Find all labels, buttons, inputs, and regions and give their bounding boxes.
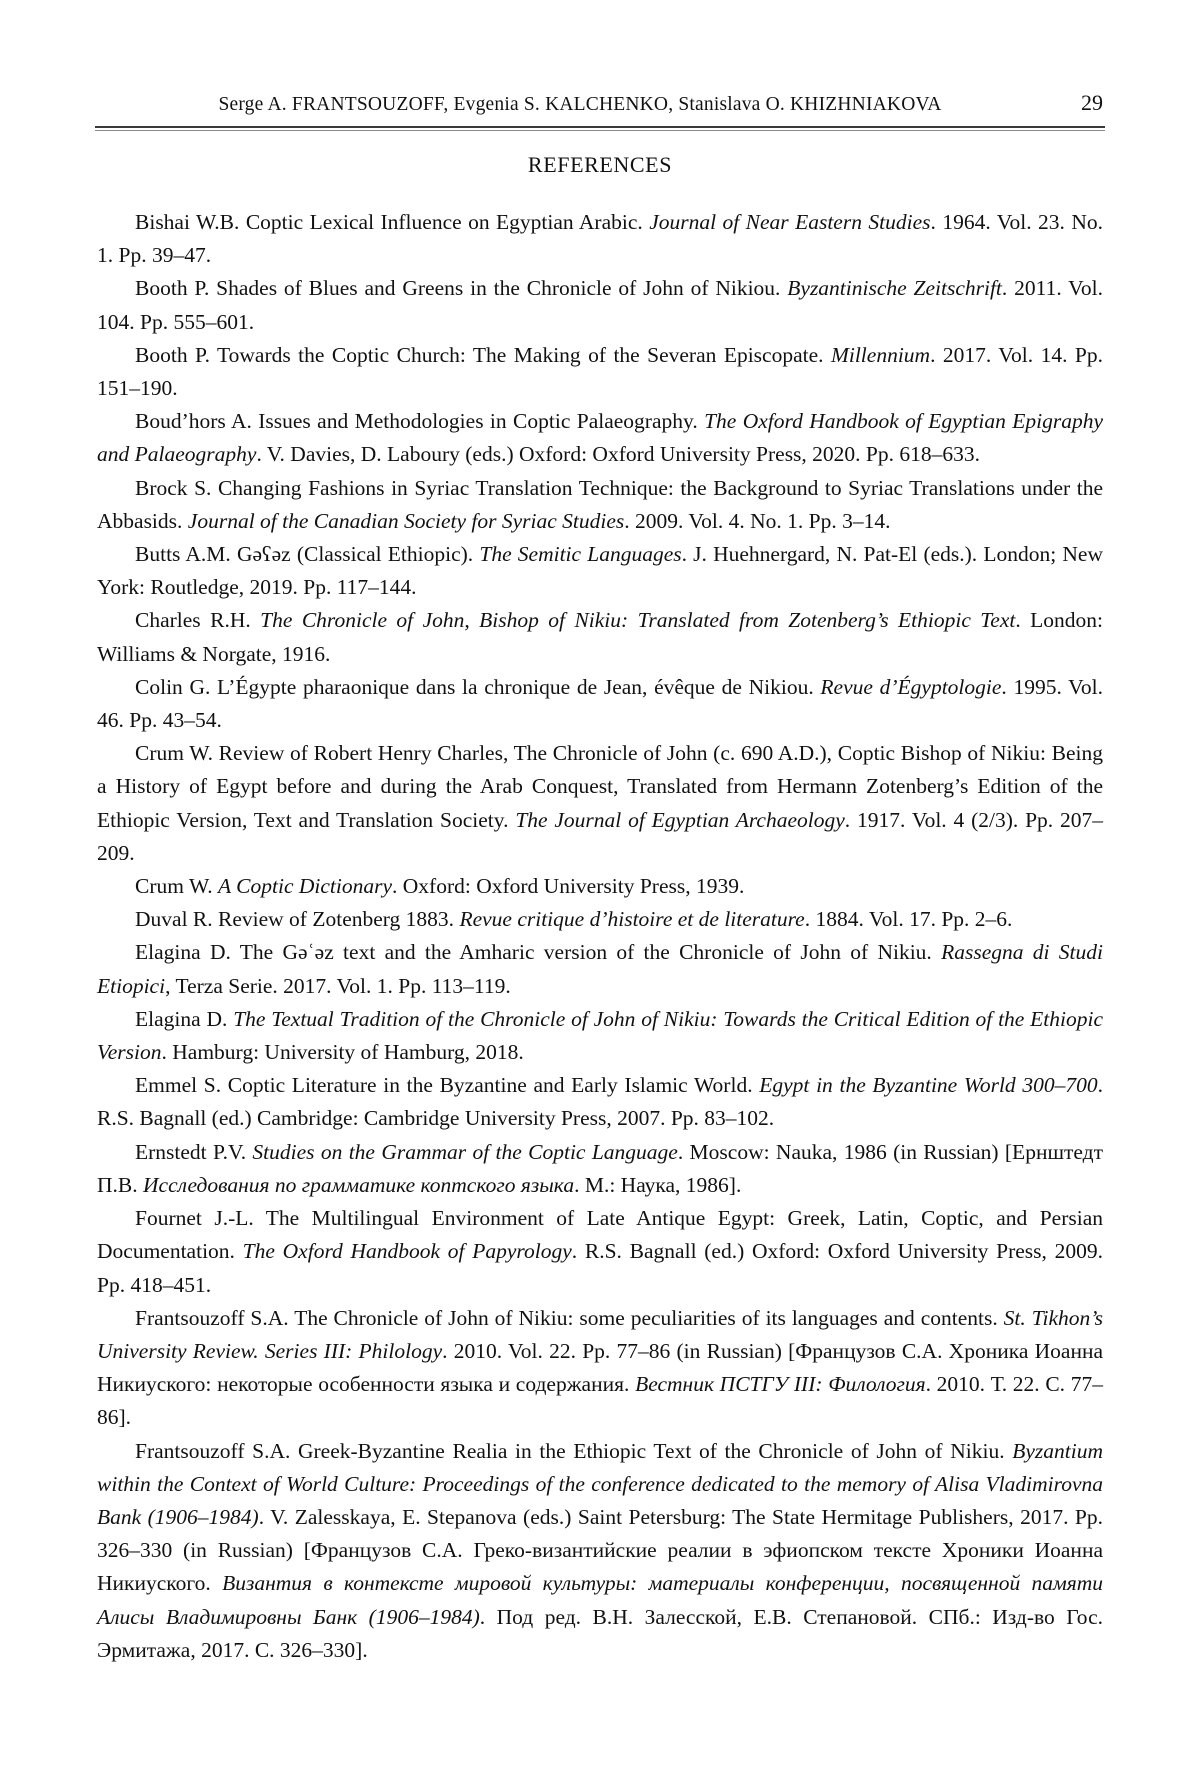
reference-entry: Frantsouzoff S.A. Greek-Byzantine Realia in the Ethiopic Text of the Chronicle of John of Nikiu. Byzantium within the Context of World Culture: Proceedings of the conference dedicated to the memory of Alisa Vladimirovna Bank (1906–1984). V. Zalesskaya, E. Stepanova (eds.) Saint Petersburg: The State Hermitage Publishers, 2017. Pp. 326–330 (in Russian) [Французов С.А. Греко-византийские реалии в эфиопском тексте Хроники Иоанна Никиуского. Византия в контексте мировой культуры: материалы конференции, посвященной памяти Алисы Владимировны Банк (1906–1984). Под ред. В.Н. Залесской, Е.В. Степановой. СПб.: Изд-во Гос. Эрмитажа, 2017. С. 326–330].: [97, 1438, 1103, 1662]
header-divider: [95, 126, 1105, 131]
reference-entry: Charles R.H. The Chronicle of John, Bishop of Nikiu: Translated from Zotenberg’s Ethiopic Text. London: Williams & Norgate, 1916.: [97, 608, 1103, 666]
reference-entry: Elagina D. The Textual Tradition of the Chronicle of John of Nikiu: Towards the Critical Edition of the Ethiopic Version. Hamburg: University of Hamburg, 2018.: [97, 1006, 1103, 1065]
reference-entry: Duval R. Review of Zotenberg 1883. Revue critique d’histoire et de literature. 1884. Vol. 17. Pp. 2–6.: [135, 907, 1013, 932]
header-authors: Serge A. FRANTSOUZOFF, Evgenia S. KALCHENKO, Stanislava O. KHIZHNIAKOVA: [218, 94, 942, 115]
reference-entry: Booth P. Shades of Blues and Greens in the Chronicle of John of Nikiou. Byzantinische Zeitschrift. 2011. Vol. 104. Pp. 555–601.: [97, 276, 1104, 334]
reference-entry: Fournet J.-L. The Multilingual Environment of Late Antique Egypt: Greek, Latin, Coptic, and Persian Documentation. The Oxford Handbook of Papyrology. R.S. Bagnall (ed.) Oxford: Oxford University Press, 2009. Pp. 418–451.: [97, 1206, 1104, 1297]
reference-entry: Butts A.M. Gəʕəz (Classical Ethiopic). The Semitic Languages. J. Huehnergard, N. Pat-El (eds.). London; New York: Routledge, 2019. Pp. 117–144.: [97, 542, 1103, 600]
reference-entry: Booth P. Towards the Coptic Church: The Making of the Severan Episcopate. Millennium. 2017. Vol. 14. Pp. 151–190.: [97, 342, 1103, 401]
reference-entry: Boud’hors A. Issues and Methodologies in Coptic Palaeography. The Oxford Handbook of Egyptian Epigraphy and Palaeography. V. Davies, D. Laboury (eds.) Oxford: Oxford University Press, 2020. Pp. 618–633.: [97, 409, 1103, 467]
reference-entry: Crum W. A Coptic Dictionary. Oxford: Oxford University Press, 1939.: [135, 874, 745, 899]
reference-entry: Brock S. Changing Fashions in Syriac Translation Technique: the Background to Syriac Translations under the Abbasids. Journal of the Canadian Society for Syriac Studies. 2009. Vol. 4. No. 1. Pp. 3–14.: [97, 475, 1103, 533]
reference-entry: Bishai W.B. Coptic Lexical Influence on Egyptian Arabic. Journal of Near Eastern Studies. 1964. Vol. 23. No. 1. Pp. 39–47.: [97, 210, 1103, 268]
page-number: 29: [1081, 90, 1103, 115]
page-header: [97, 90, 1103, 116]
reference-entry: Emmel S. Coptic Literature in the Byzantine and Early Islamic World. Egypt in the Byzantine World 300–700. R.S. Bagnall (ed.) Cambridge: Cambridge University Press, 2007. Pp. 83–102.: [97, 1073, 1103, 1131]
reference-entry: Crum W. Review of Robert Henry Charles, The Chronicle of John (c. 690 A.D.), Coptic Bishop of Nikiu: Being a History of Egypt before and during the Arab Conquest, Translated from Hermann Zotenberg’s Edition of the Ethiopic Version, Text and Translation Society. The Journal of Egyptian Archaeology. 1917. Vol. 4 (2/3). Pp. 207–209.: [97, 741, 1104, 865]
reference-entry: Elagina D. The Gəʿəz text and the Amharic version of the Chronicle of John of Nikiu. Rassegna di Studi Etiopici, Terza Serie. 2017. Vol. 1. Pp. 113–119.: [97, 940, 1103, 998]
references-list: [97, 206, 1103, 1667]
reference-entry: Frantsouzoff S.A. The Chronicle of John of Nikiu: some peculiarities of its languages and contents. St. Tikhon’s University Review. Series III: Philology. 2010. Vol. 22. Pp. 77–86 (in Russian) [Французов С.А. Хроника Иоанна Никиуского: некоторые особенности языка и содержания. Вестник ПСТГУ III: Филология. 2010. Т. 22. С. 77–86].: [97, 1305, 1103, 1430]
page-title: REFERENCES: [527, 152, 673, 177]
reference-entry: Ernstedt P.V. Studies on the Grammar of the Coptic Language. Moscow: Nauka, 1986 (in Russian) [Ернштедт П.В. Исследования по грамматике коптского языка. М.: Наука, 1986].: [97, 1139, 1103, 1197]
reference-entry: Colin G. L’Égypte pharaonique dans la chronique de Jean, évêque de Nikiou. Revue d’Égyptologie. 1995. Vol. 46. Pp. 43–54.: [97, 674, 1104, 733]
